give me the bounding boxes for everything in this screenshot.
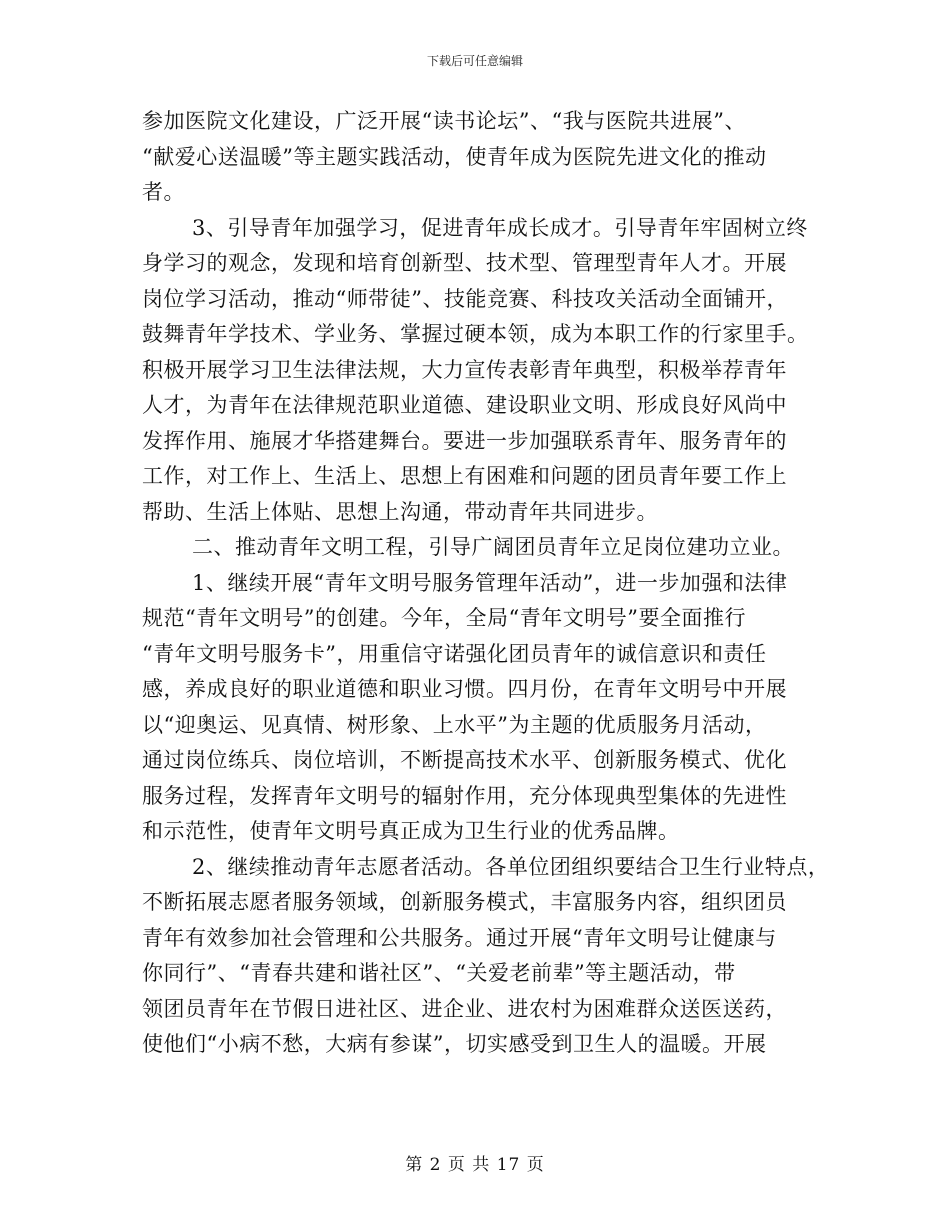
text-line: 积极开展学习卫生法律法规，大力宣传表彰青年典型，积极举荐青年 xyxy=(142,357,787,382)
text-line: 人才，为青年在法律规范职业道德、建设职业文明、形成良好风尚中 xyxy=(142,393,787,417)
text-line: 发挥作用、施展才华搭建舞台。要进一步加强联系青年、服务青年的 xyxy=(142,428,787,453)
text-line: 工作，对工作上、生活上、思想上有困难和问题的团员青年要工作上 xyxy=(142,464,787,488)
text-line: 使他们“小病不愁，大病有参谋”，切实感受到卫生人的温暖。开展 xyxy=(142,1032,767,1056)
text-line: 者。 xyxy=(142,180,185,204)
paragraph-start-line: 3、引导青年加强学习，促进青年成长成才。引导青年牢固树立终 xyxy=(192,215,808,240)
paragraph-start-line: 1、继续开展“青年文明号服务管理年活动”，进一步加强和法律 xyxy=(192,570,788,595)
text-line: 身学习的观念，发现和培育创新型、技术型、管理型青年人才。开展 xyxy=(142,251,787,275)
text-line: 和示范性，使青年文明号真正成为卫生行业的优秀品牌。 xyxy=(142,819,680,843)
text-line: 不断拓展志愿者服务领域，创新服务模式，丰富服务内容，组织团员 xyxy=(142,890,787,914)
text-line: 通过岗位练兵、岗位培训，不断提高技术水平、创新服务模式、优化 xyxy=(142,748,787,772)
text-line: 岗位学习活动，推动“师带徒”、技能竞赛、科技攻关活动全面铺开， xyxy=(142,286,788,311)
text-line: 领团员青年在节假日进社区、进企业、进农村为困难群众送医送药， xyxy=(142,996,787,1021)
text-line: 参加医院文化建设，广泛开展“读书论坛”、“我与医院共进展”、 xyxy=(142,109,746,133)
text-line: 帮助、生活上体贴、思想上沟通，带动青年共同进步。 xyxy=(142,499,658,524)
document-body xyxy=(142,104,832,1063)
page-footer: 第 2 页 共 17 页 xyxy=(405,1155,545,1175)
text-line: 你同行”、“青春共建和谐社区”、“关爱老前辈”等主题活动，带 xyxy=(142,961,736,985)
page-header: 下载后可任意编辑 xyxy=(426,54,523,68)
text-line: “献爱心送温暖”等主题实践活动，使青年成为医院先进文化的推动 xyxy=(142,144,767,169)
section-heading-line: 二、推动青年文明工程，引导广阔团员青年立足岗位建功立业。 xyxy=(192,535,794,559)
text-line: 青年有效参加社会管理和公共服务。通过开展“青年文明号让健康与 xyxy=(142,925,777,950)
text-line: 鼓舞青年学技术、学业务、掌握过硬本领，成为本职工作的行家里手。 xyxy=(142,322,809,346)
text-line: 以“迎奥运、见真情、树形象、上水平”为主题的优质服务月活动， xyxy=(142,712,767,737)
text-line: 规范“青年文明号”的创建。今年，全局“青年文明号”要全面推行 xyxy=(142,606,746,630)
paragraph-start-line: 2、继续推动青年志愿者活动。各单位团组织要结合卫生行业特点， xyxy=(192,854,830,879)
text-line: “青年文明号服务卡”，用重信守诺强化团员青年的诚信意识和责任 xyxy=(142,641,767,666)
text-line: 感，养成良好的职业道德和职业习惯。四月份，在青年文明号中开展 xyxy=(142,677,787,701)
text-line: 服务过程，发挥青年文明号的辐射作用，充分体现典型集体的先进性 xyxy=(142,783,787,808)
